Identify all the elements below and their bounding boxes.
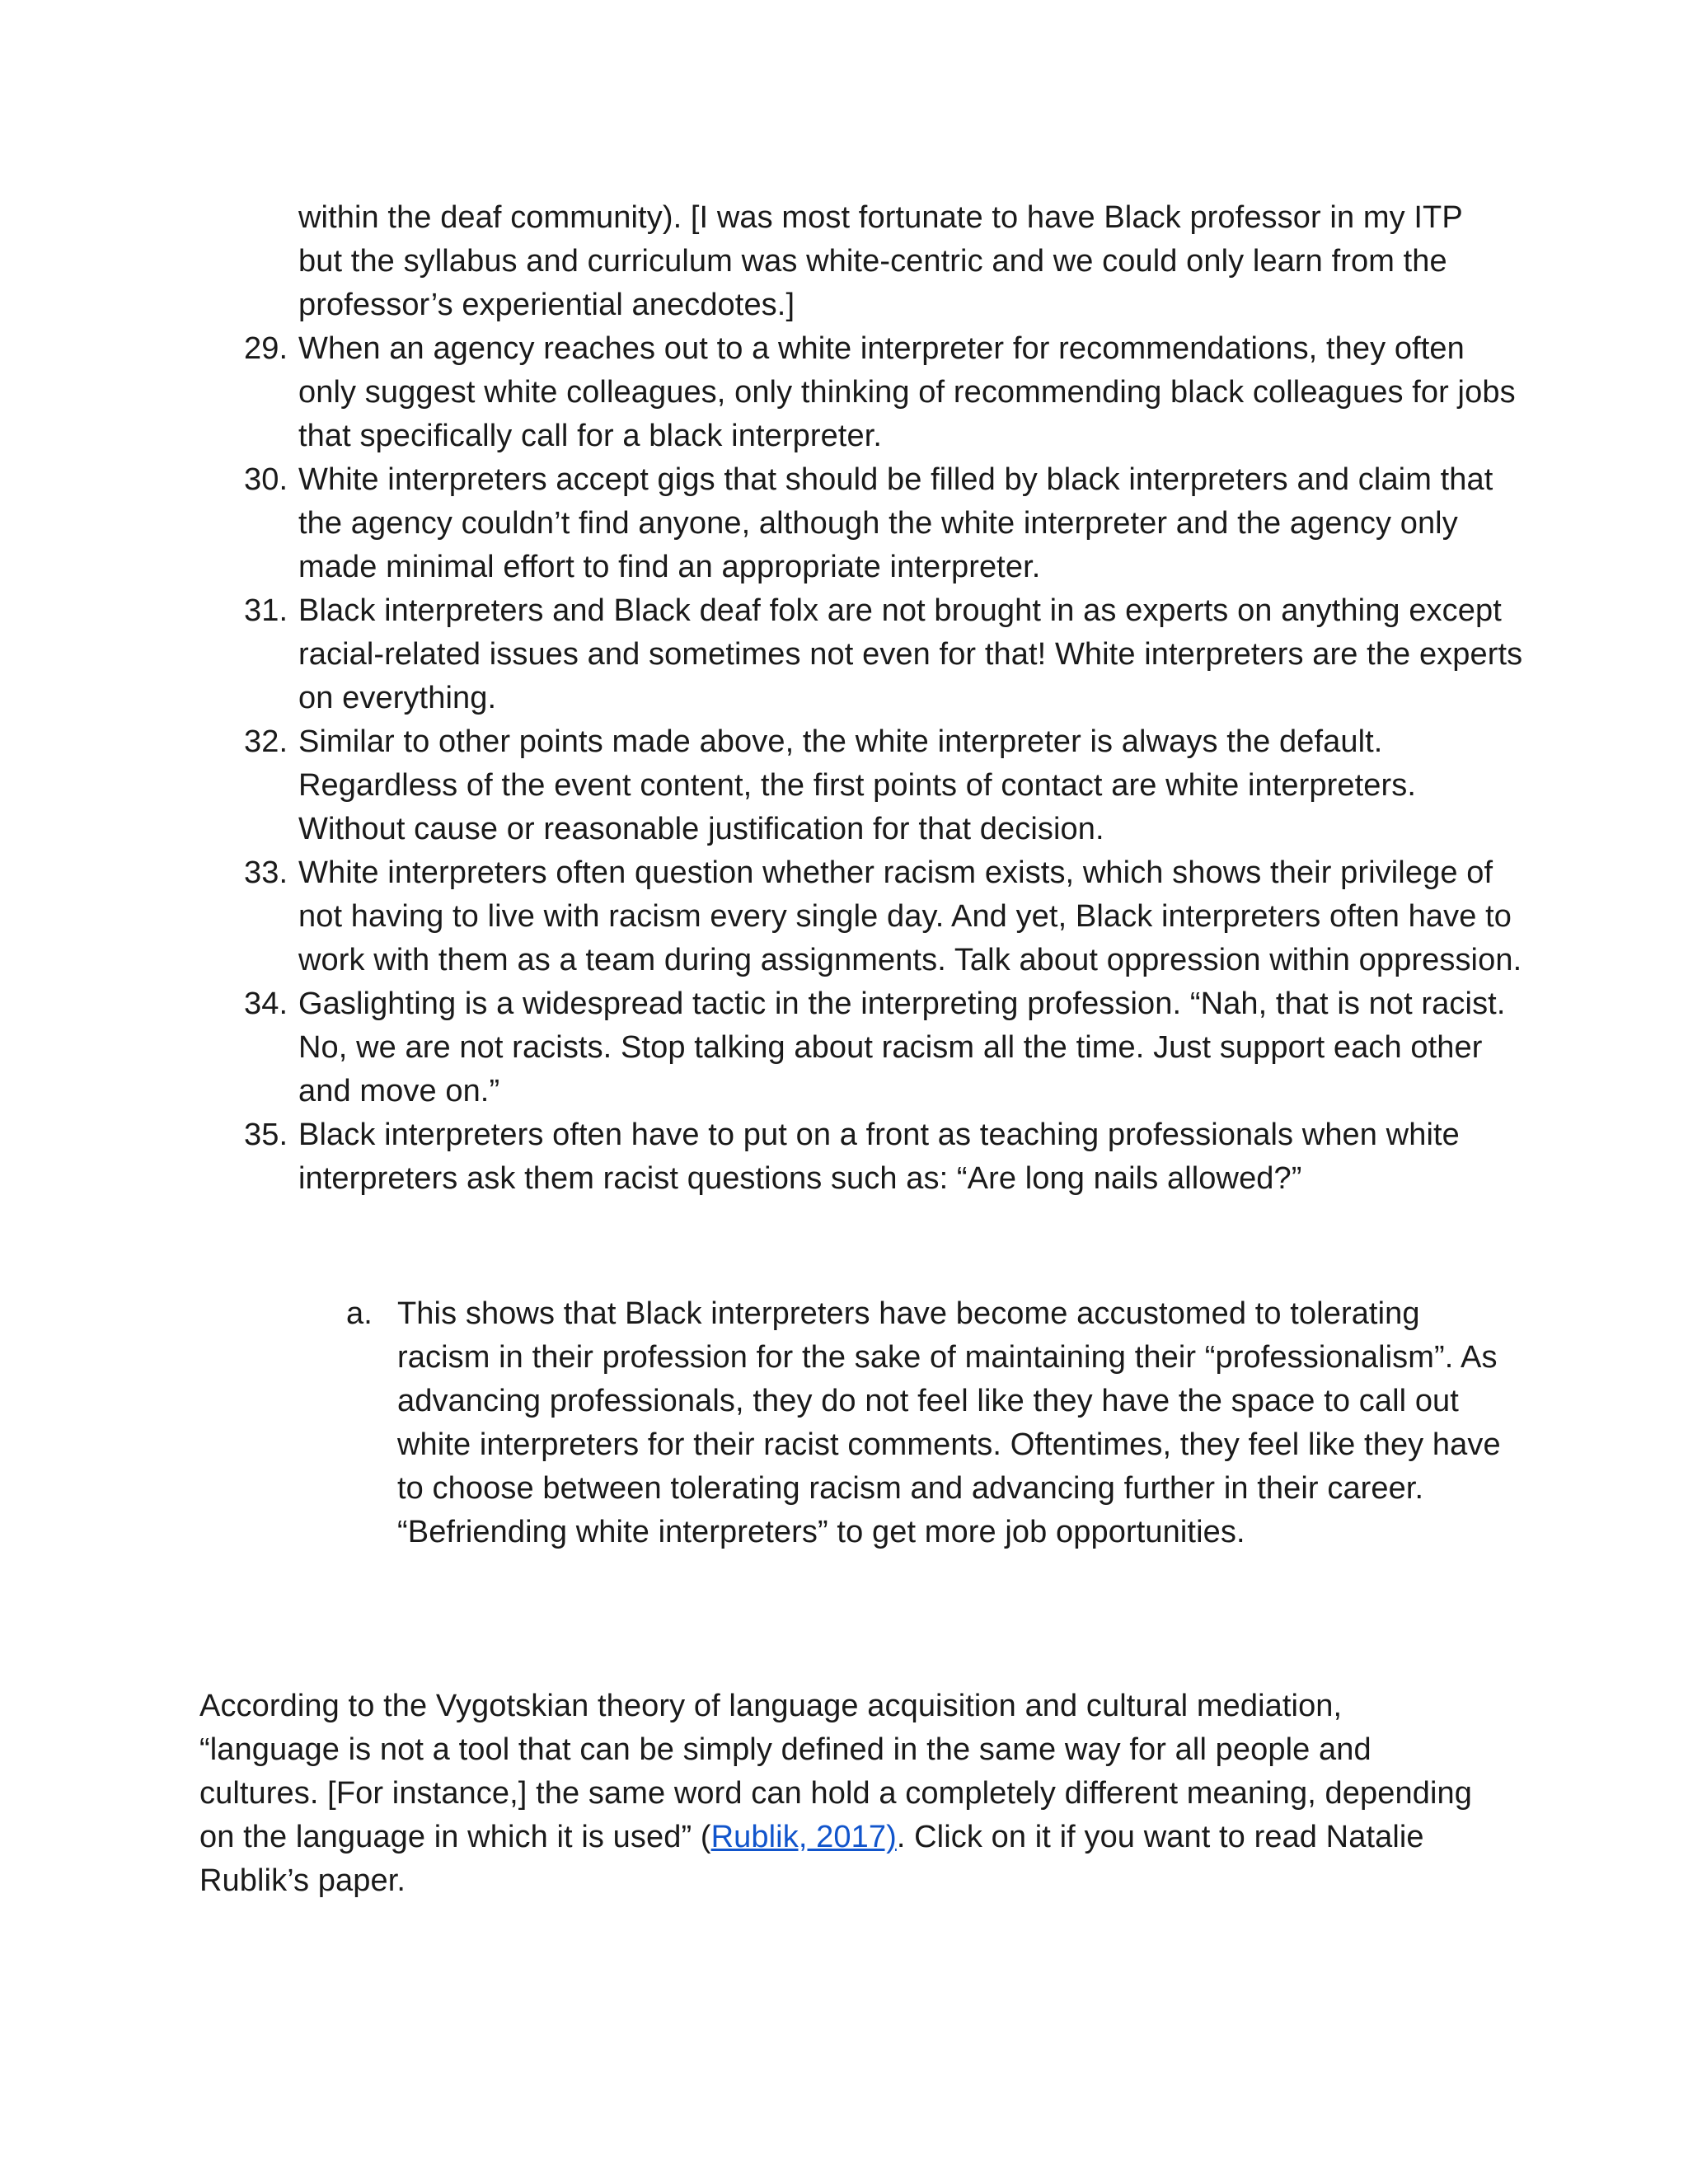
list-item [244,458,1530,589]
list-item-text: Black interpreters and Black deaf folx are not brought in as experts on anything except racial-related issues and sometimes not even for that! White interpreters are the experts on everything. [298,593,1523,715]
paragraph-text-end: . Click on it if you want to read Natalie Rublik’s paper. [199,1820,1424,1898]
list-item [244,1113,1530,1201]
list-item [244,982,1530,1113]
list-item-number: 30. [244,462,288,497]
list-item-number: 31. [244,593,288,628]
sub-list-text: This shows that Black interpreters have become accustomed to tolerating racism in their profession for the sake of maintaining their “professionalism”. As advancing professionals, they do not feel like they have the space to call out white interpreters for their racist comments. Oftentimes, they feel like they have to choose between tolerating racism and advancing further in their career. “Befriending white interpreters” to get more job opportunities. [397,1296,1501,1549]
list-item-text: White interpreters often question whether racism exists, which shows their privilege of not having to live with racism every single day. And yet, Black interpreters often have to work with them as a team during assignments. Talk about oppression within oppression. [298,855,1522,977]
list-item-text: White interpreters accept gigs that should be filled by black interpreters and claim that the agency couldn’t find anyone, although the white interpreter and the agency only made minimal effort to find an appropriate interpreter. [298,462,1493,584]
list-item-text: Similar to other points made above, the white interpreter is always the default. Regardless of the event content, the first points of contact are white interpreters. Without cause or reasonable justification for that decision. [298,724,1417,846]
sub-list-item [346,1292,1517,1554]
citation-link[interactable]: Rublik, 2017) [710,1820,897,1854]
list-item-text: Gaslighting is a widespread tactic in the interpreting profession. “Nah, that is not racist. No, we are not racists. Stop talking about racism all the time. Just support each other and move on.” [298,987,1506,1108]
list-item-number: 35. [244,1118,288,1152]
list-item-number: 33. [244,855,288,890]
list-item-text: Black interpreters often have to put on a front as teaching professionals when white interpreters ask them racist questions such as: “Are long nails allowed?” [298,1118,1460,1196]
list-item-number: 34. [244,987,288,1021]
list-item [244,327,1530,458]
sub-list [346,1292,1517,1554]
sub-list-marker: a. [346,1296,373,1331]
numbered-list [244,327,1530,1201]
paragraph-text: According to the Vygotskian theory of language acquisition and cultural mediation, “language is not a tool that can be simply defined in the same way for all people and cultures. [For instance,] the same word can hold a completely different meaning, depending on the language in which it is used” ( [199,1689,1472,1854]
list-item-number: 32. [244,724,288,759]
closing-paragraph [199,1685,1485,1903]
list-item-continuation: within the deaf community). [I was most fortunate to have Black professor in my ITP but the syllabus and curriculum was white-centric and we could only learn from the professor’s experiential anecdotes.] [298,200,1463,322]
list-item-number: 29. [244,331,288,366]
list-item [244,589,1530,720]
list-item [244,720,1530,851]
list-item-text: When an agency reaches out to a white interpreter for recommendations, they often only suggest white colleagues, only thinking of recommending black colleagues for jobs that specifically call for a black interpreter. [298,331,1516,453]
list-item [244,851,1530,982]
